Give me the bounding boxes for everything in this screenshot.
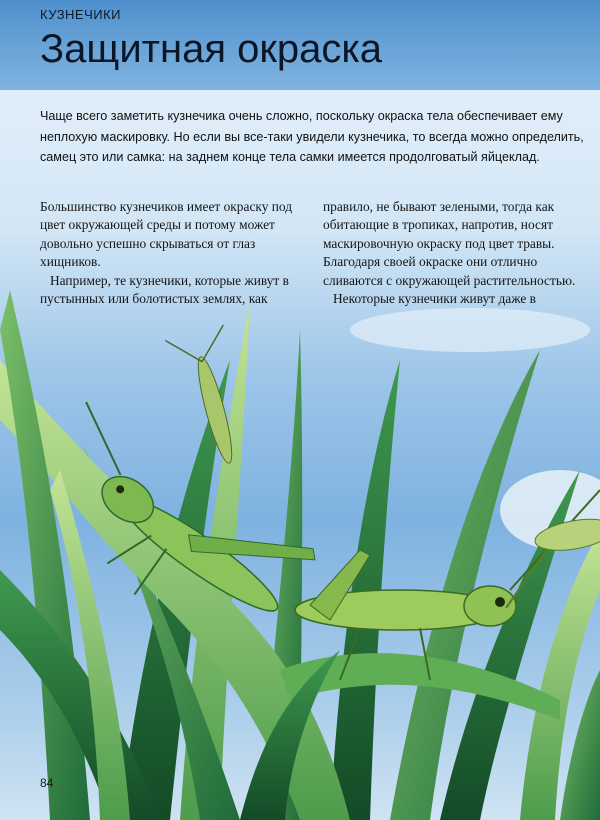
page-number: 84 xyxy=(40,776,54,790)
paragraph: Большинство кузнечиков имеет окраску под цвет окружающей среды и потому может довольно успешно скрываться от глаз хищников. xyxy=(40,199,293,270)
section-label: КУЗНЕЧИКИ xyxy=(40,7,122,22)
lead-paragraph: Чаще всего заметить кузнечика очень сложно, поскольку окраска тела обеспечивает ему неплохую маскировку. Но если вы все-таки увидели кузнечика, то всегда можно определить, самец это или самка: на заднем конце тела самки имеется продолговатый яйцеклад. xyxy=(40,109,584,164)
header-band xyxy=(0,0,600,90)
paragraph: Например, те кузнечики, которые живут в пустынных или болотистых землях, как xyxy=(40,272,289,307)
page-title: Защитная окраска xyxy=(40,27,382,71)
paragraph: Некоторые кузнечики живут даже в xyxy=(333,291,536,307)
grasshoppers-illustration xyxy=(0,270,600,820)
paragraph: правило, не бывают зелеными, тогда как обитающие в тропиках, напротив, носят маскировочную окраску под цвет травы. Благодаря своей окраске они отлично сливаются с окружающей растительностью. xyxy=(323,199,576,288)
